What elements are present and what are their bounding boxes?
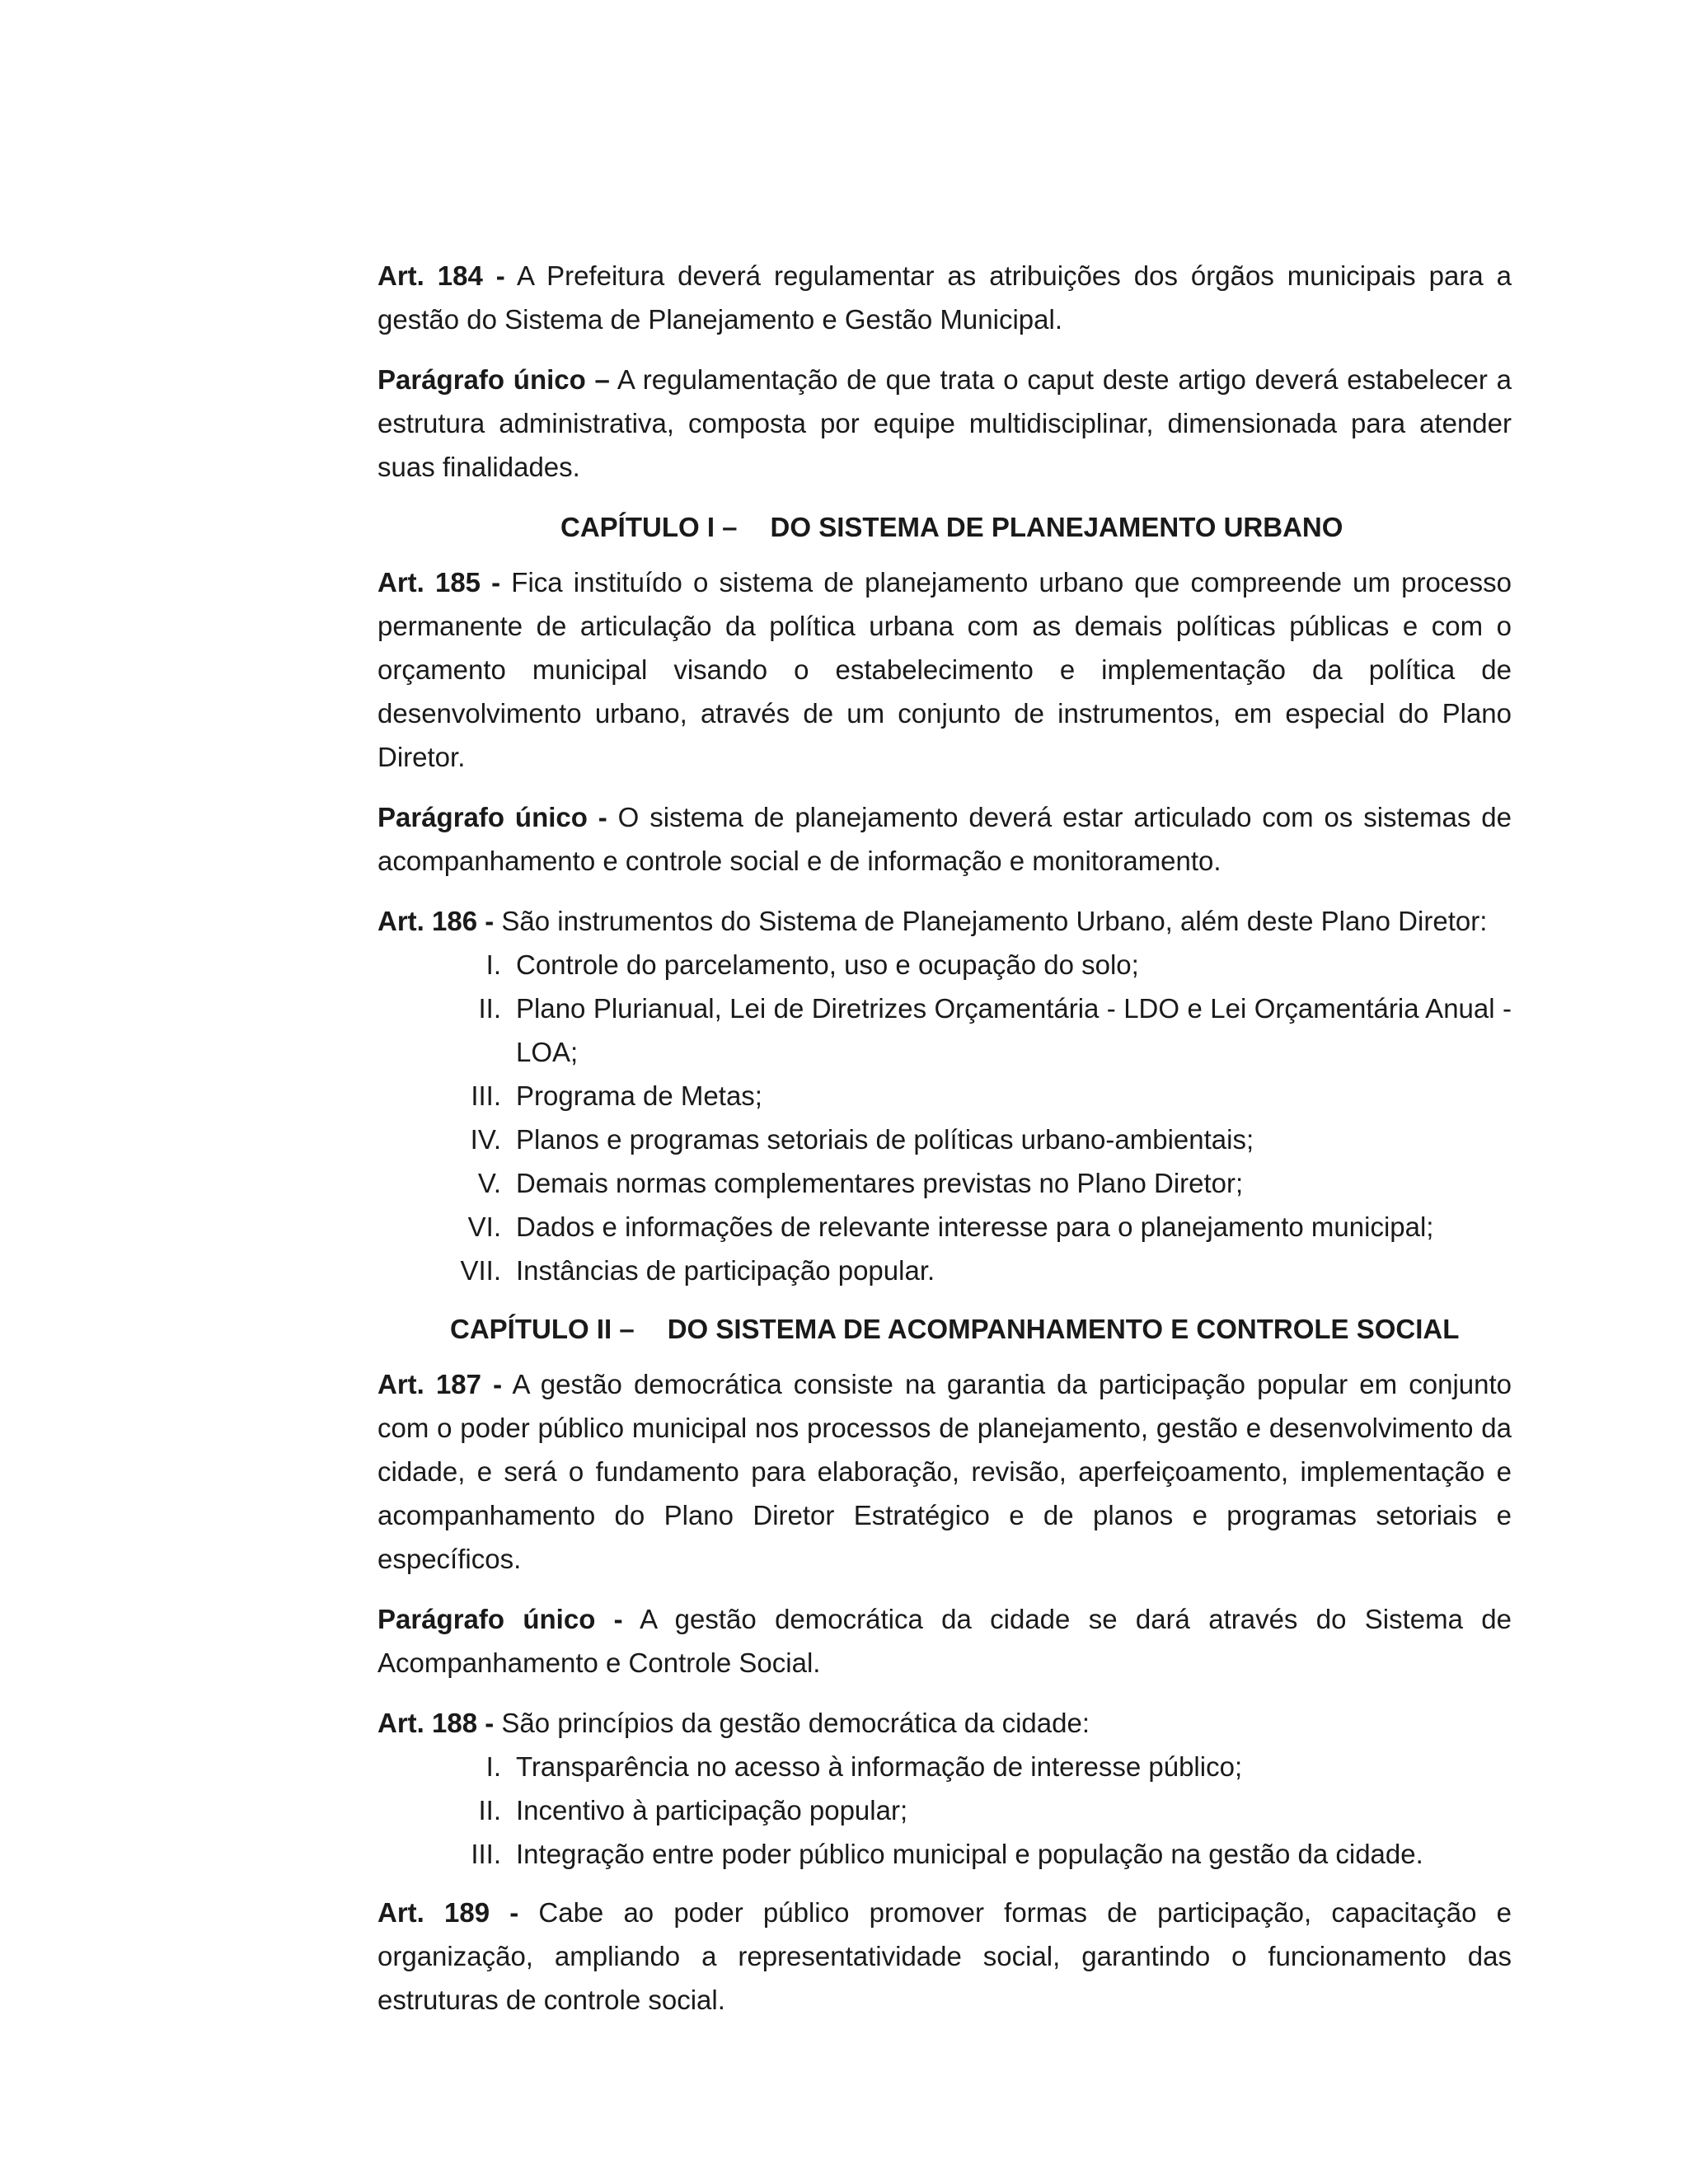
- article-text: Cabe ao poder público promover formas de participação, capacitação e organização, ampliando a representatividade social, garantindo o funcionamento das estruturas de controle social.: [377, 1897, 1512, 2015]
- article-label: Art. 188 -: [377, 1708, 495, 1738]
- article-188: [377, 1701, 1512, 1745]
- item-text: Dados e informações de relevante interesse para o planejamento municipal;: [516, 1212, 1434, 1242]
- list-item: [377, 987, 1512, 1074]
- list-item: [377, 1788, 1512, 1832]
- item-text: Incentivo à participação popular;: [516, 1795, 908, 1825]
- item-number: III.: [471, 1839, 501, 1869]
- item-text: Plano Plurianual, Lei de Diretrizes Orçamentária - LDO e Lei Orçamentária Anual - LOA;: [516, 993, 1512, 1067]
- article-184: [377, 254, 1512, 341]
- paragraph-184: [377, 358, 1512, 489]
- article-label: Art. 186 -: [377, 906, 495, 936]
- list-item: [377, 1249, 1512, 1292]
- article-label: Art. 187 -: [377, 1369, 503, 1399]
- article-186-list: [377, 943, 1512, 1292]
- chapter-title: DO SISTEMA DE ACOMPANHAMENTO E CONTROLE SOCIAL: [667, 1314, 1460, 1344]
- chapter-1-heading: [377, 505, 1512, 549]
- item-number: II.: [478, 1795, 501, 1825]
- document-body: [377, 254, 1512, 2038]
- paragraph-text: A regulamentação de que trata o caput deste artigo deverá estabelecer a estrutura administrativa, composta por equipe multidisciplinar, dimensionada para atender suas finalidades.: [377, 364, 1512, 482]
- chapter-label: CAPÍTULO I –: [560, 512, 738, 542]
- article-text: Fica instituído o sistema de planejamento urbano que compreende um processo permanente de articulação da política urbana com as demais políticas públicas e com o orçamento municipal visando o estabelecimento e implementação da política de desenvolvimento urbano, através de um conjunto de instrumentos, em especial do Plano Diretor.: [377, 567, 1512, 772]
- list-item: [377, 1074, 1512, 1118]
- item-text: Transparência no acesso à informação de interesse público;: [516, 1751, 1243, 1782]
- paragraph-187: [377, 1597, 1512, 1685]
- item-text: Integração entre poder público municipal e população na gestão da cidade.: [516, 1839, 1423, 1869]
- paragraph-text: A gestão democrática da cidade se dará através do Sistema de Acompanhamento e Controle Social.: [377, 1604, 1512, 1678]
- paragraph-label: Parágrafo único -: [377, 1604, 623, 1634]
- paragraph-text: O sistema de planejamento deverá estar articulado com os sistemas de acompanhamento e controle social e de informação e monitoramento.: [377, 802, 1512, 876]
- article-label: Art. 189 -: [377, 1897, 519, 1928]
- paragraph-label: Parágrafo único -: [377, 802, 607, 832]
- article-188-list: [377, 1745, 1512, 1876]
- item-text: Controle do parcelamento, uso e ocupação do solo;: [516, 949, 1139, 980]
- item-number: V.: [477, 1168, 501, 1198]
- chapter-title: DO SISTEMA DE PLANEJAMENTO URBANO: [770, 512, 1343, 542]
- item-text: Planos e programas setoriais de políticas urbano-ambientais;: [516, 1124, 1254, 1155]
- chapter-2-heading: [377, 1307, 1512, 1351]
- item-number: I.: [485, 949, 501, 980]
- article-187: [377, 1362, 1512, 1581]
- item-number: VII.: [460, 1255, 501, 1286]
- list-item: [377, 1745, 1512, 1788]
- article-185: [377, 560, 1512, 779]
- article-189: [377, 1891, 1512, 2022]
- article-186: [377, 899, 1512, 943]
- paragraph-label: Parágrafo único –: [377, 364, 610, 395]
- item-number: VI.: [467, 1212, 501, 1242]
- chapter-label: CAPÍTULO II –: [450, 1314, 635, 1344]
- item-text: Instâncias de participação popular.: [516, 1255, 935, 1286]
- item-number: II.: [478, 993, 501, 1024]
- item-number: III.: [471, 1080, 501, 1111]
- article-label: Art. 185 -: [377, 567, 501, 598]
- list-item: [377, 943, 1512, 987]
- article-label: Art. 184 -: [377, 260, 505, 291]
- list-item: [377, 1832, 1512, 1876]
- list-item: [377, 1118, 1512, 1161]
- article-text: São instrumentos do Sistema de Planejamento Urbano, além deste Plano Diretor:: [501, 906, 1488, 936]
- list-item: [377, 1161, 1512, 1205]
- item-text: Demais normas complementares previstas no Plano Diretor;: [516, 1168, 1244, 1198]
- article-text: A gestão democrática consiste na garantia da participação popular em conjunto com o poder público municipal nos processos de planejamento, gestão e desenvolvimento da cidade, e será o fundamento para elaboração, revisão, aperfeiçoamento, implementação e acompanhamento do Plano Diretor Estratégico e de planos e programas setoriais e específicos.: [377, 1369, 1512, 1574]
- item-number: I.: [485, 1751, 501, 1782]
- article-text: A Prefeitura deverá regulamentar as atribuições dos órgãos municipais para a gestão do Sistema de Planejamento e Gestão Municipal.: [377, 260, 1512, 335]
- item-number: IV.: [470, 1124, 501, 1155]
- paragraph-185: [377, 795, 1512, 883]
- item-text: Programa de Metas;: [516, 1080, 762, 1111]
- article-text: São princípios da gestão democrática da cidade:: [501, 1708, 1090, 1738]
- list-item: [377, 1205, 1512, 1249]
